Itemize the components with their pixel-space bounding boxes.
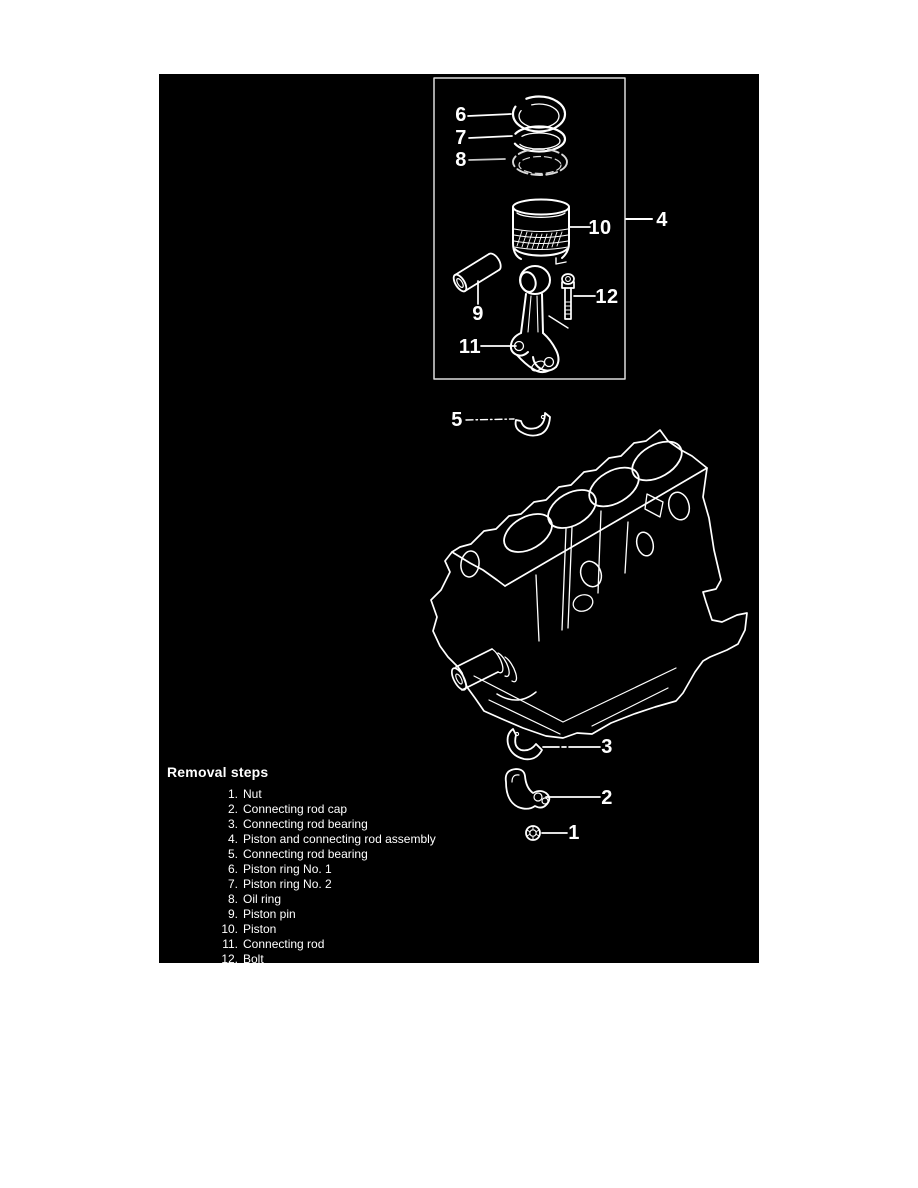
step-number: 5.: [227, 847, 238, 861]
callout-7: 7: [455, 127, 467, 149]
step-label: Nut: [243, 787, 262, 801]
step-number: 7.: [227, 877, 238, 891]
step-label: Oil ring: [243, 892, 282, 906]
callout-3: 3: [601, 736, 613, 758]
removal-step: [167, 787, 607, 802]
step-label: Bolt: [243, 952, 264, 966]
callout-10: 10: [588, 217, 612, 239]
callout-2: 2: [601, 787, 613, 809]
removal-step: [167, 922, 607, 937]
removal-steps-list: [167, 787, 607, 967]
callout-4: 4: [656, 209, 668, 231]
removal-step: [167, 817, 607, 832]
removal-steps-heading: Removal steps: [167, 764, 269, 780]
step-number: 11.: [222, 937, 238, 951]
step-label: Connecting rod bearing: [243, 817, 368, 831]
step-number: 8.: [227, 892, 238, 906]
step-number: 2.: [227, 802, 238, 816]
callout-9: 9: [472, 303, 484, 325]
leader-8: [469, 159, 505, 160]
step-number: 4.: [227, 832, 238, 846]
removal-step: [167, 937, 607, 952]
parts-diagram-panel: [159, 74, 759, 966]
removal-step: [167, 877, 607, 892]
step-number: 10.: [221, 922, 238, 936]
piston-pin-drawing: [451, 254, 501, 294]
step-label: Piston pin: [243, 907, 296, 921]
piston-drawing: [513, 200, 569, 265]
callout-11: 11: [458, 336, 482, 358]
removal-steps-section: [167, 764, 607, 967]
removal-step: [167, 907, 607, 922]
callout-12: 12: [595, 286, 619, 308]
removal-step: [167, 847, 607, 862]
step-label: Piston ring No. 1: [243, 862, 332, 876]
step-label: Piston ring No. 2: [243, 877, 332, 891]
leader-5: [466, 419, 514, 420]
removal-step: [167, 802, 607, 817]
piston-ring-2-drawing: [513, 127, 565, 152]
step-number: 3.: [227, 817, 238, 831]
bearing-5-drawing: [516, 413, 550, 436]
step-label: Connecting rod bearing: [243, 847, 368, 861]
step-label: Piston and connecting rod assembly: [243, 832, 436, 846]
callout-5: 5: [451, 409, 463, 431]
removal-step: [167, 862, 607, 877]
callout-1: 1: [568, 822, 580, 844]
removal-step: [167, 832, 607, 847]
removal-step: [167, 952, 607, 967]
leader-lines: [466, 114, 652, 833]
leader-6: [468, 114, 511, 116]
engine-block-drawing: [431, 430, 747, 738]
callout-8: 8: [455, 149, 467, 171]
step-number: 1.: [227, 787, 238, 801]
step-label: Connecting rod: [243, 937, 325, 951]
removal-step: [167, 892, 607, 907]
step-number: 6.: [227, 862, 238, 876]
oil-ring-drawing: [513, 149, 567, 175]
step-number: 12.: [221, 952, 238, 966]
step-label: Connecting rod cap: [243, 802, 348, 816]
leader-7: [469, 136, 512, 138]
connecting-rod-drawing: [511, 266, 559, 373]
step-number: 9.: [227, 907, 238, 921]
bolt-drawing: [562, 274, 574, 319]
step-label: Piston: [243, 922, 277, 936]
callout-6: 6: [455, 104, 467, 126]
